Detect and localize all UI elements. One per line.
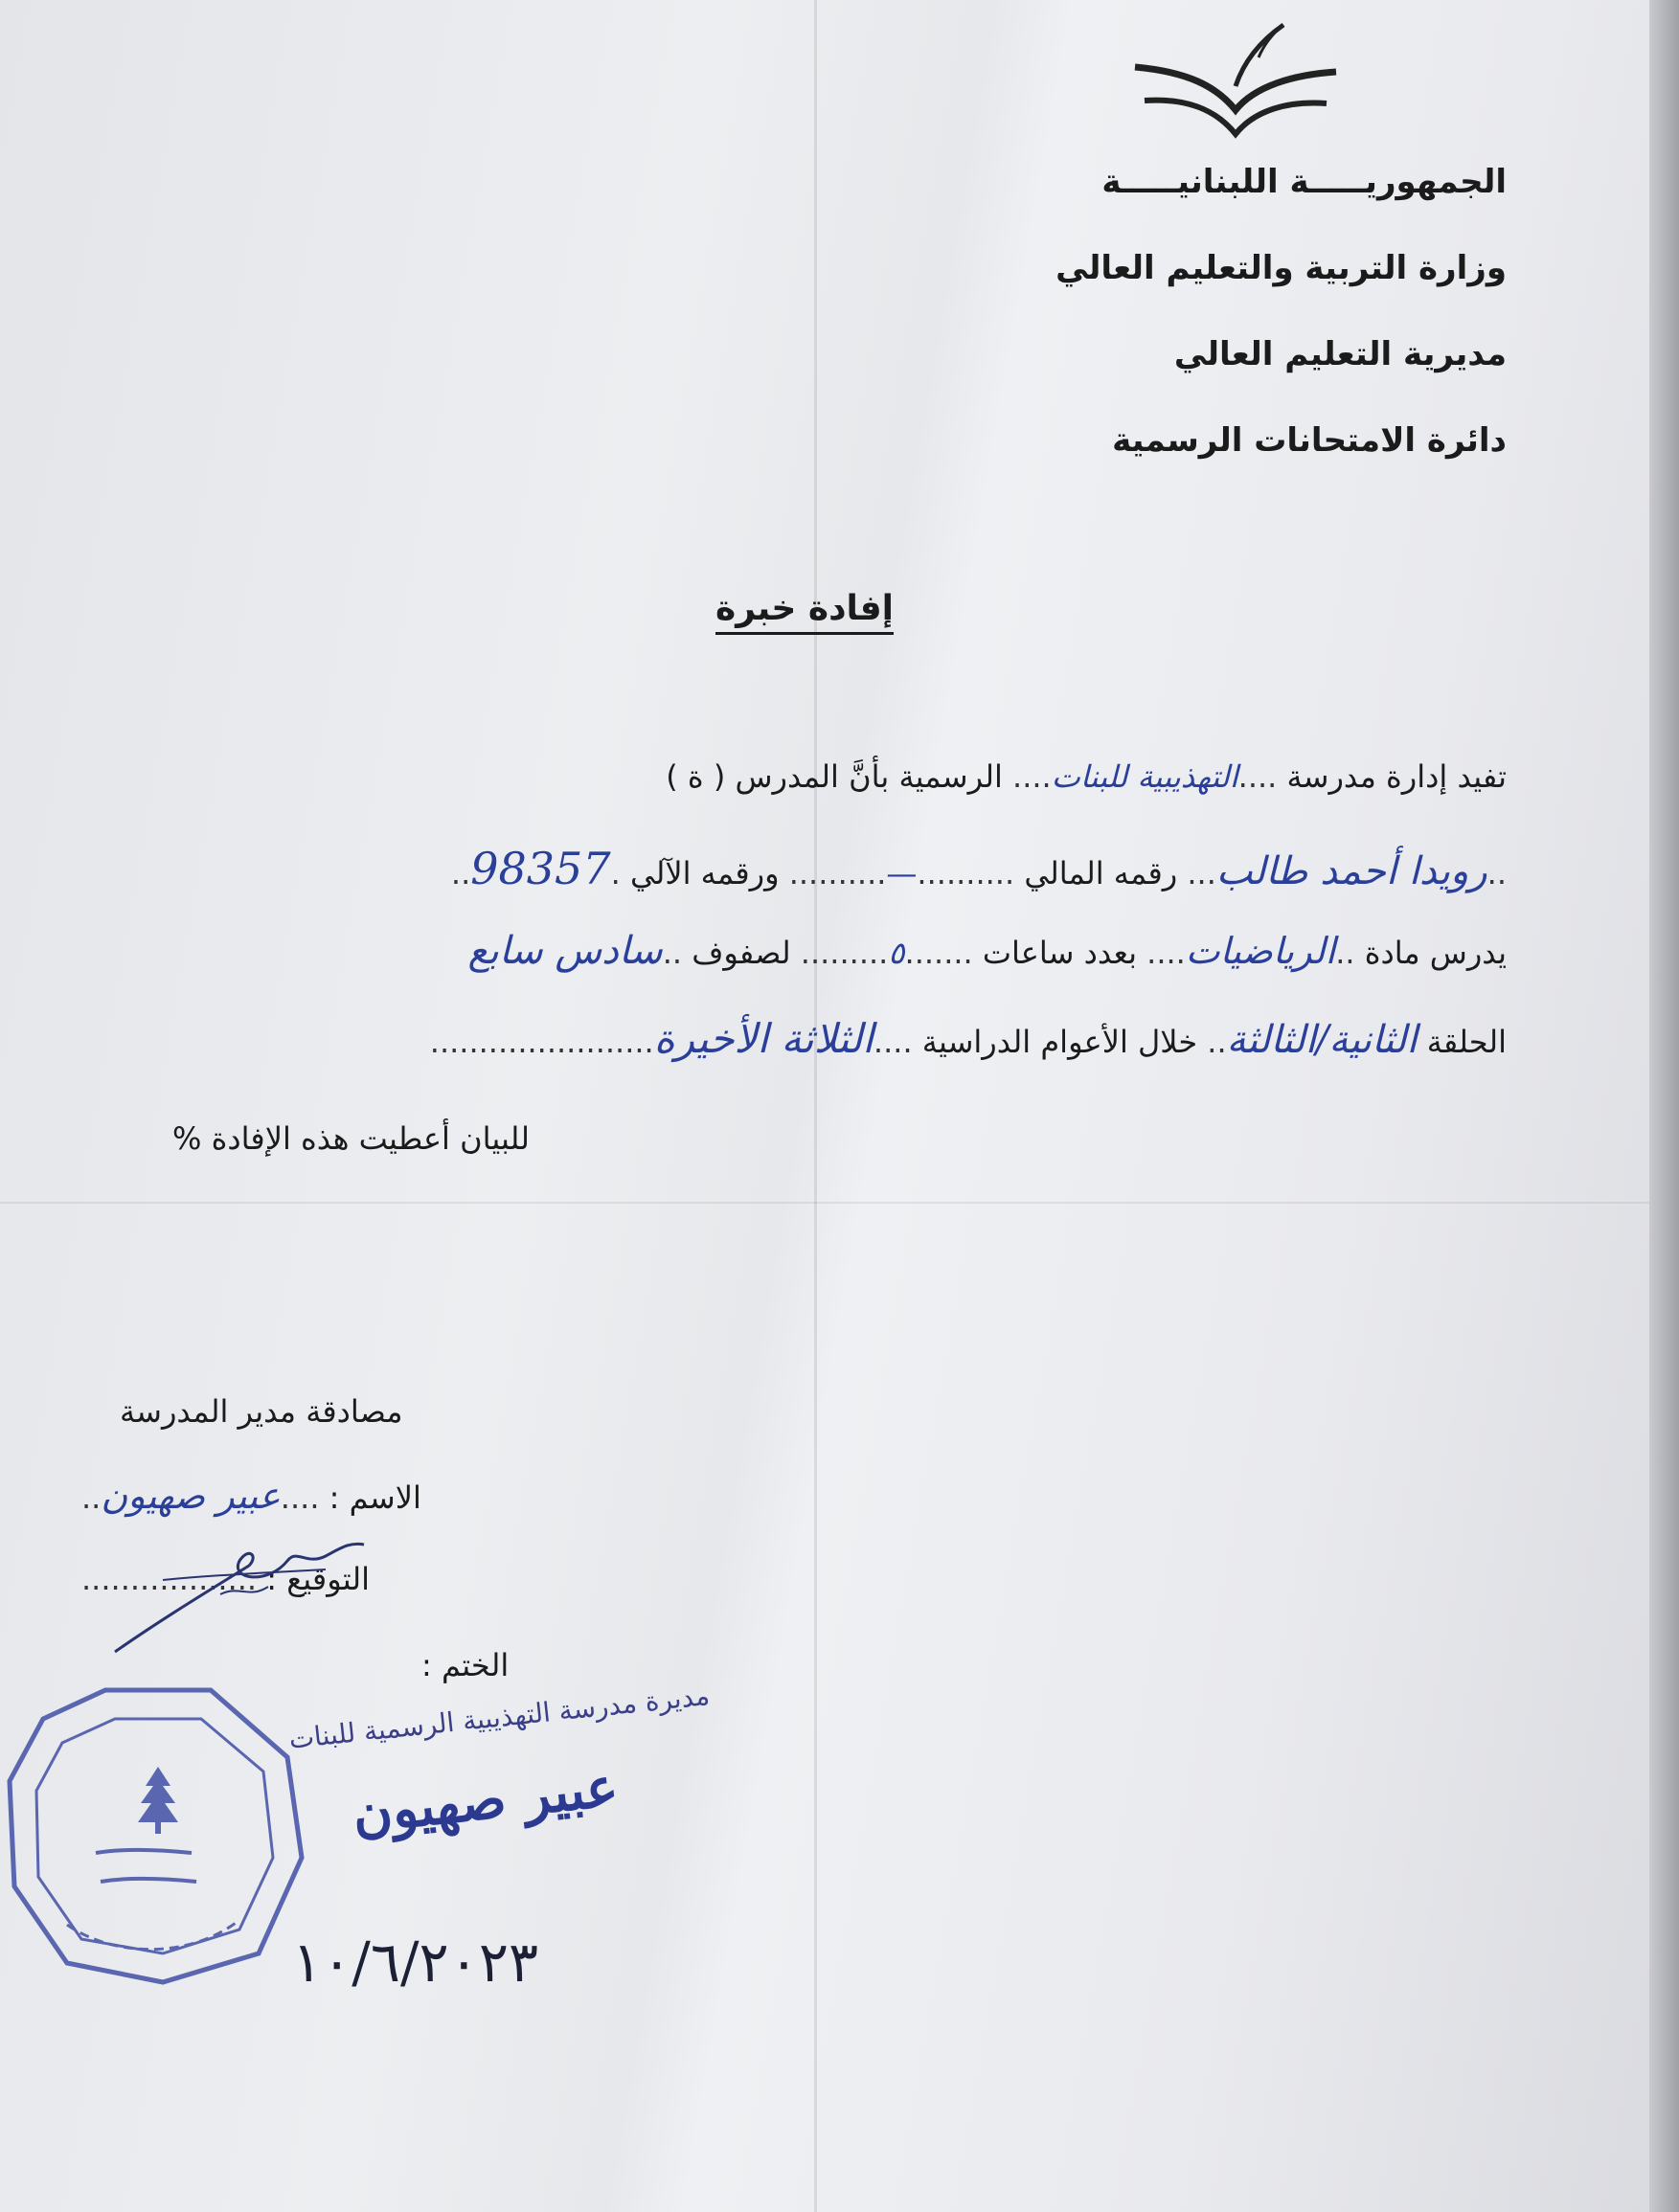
document-title: إفادة خبرة	[0, 589, 1609, 628]
principal-stamp-title: مديرة مدرسة التهذيبية الرسمية للبنات	[287, 1679, 712, 1755]
name-row: الاسم : ....عبير صهيون..	[81, 1475, 421, 1517]
hours-handwritten: ٥	[888, 935, 905, 971]
school-name-handwritten: التهذيبية للبنات	[1051, 758, 1238, 795]
financial-number-handwritten: —	[886, 855, 918, 892]
body-line-2: ..رويدا أحمد طالب... رقمه المالي ..........—.......... ورقمه الآلي .98357..	[450, 843, 1507, 894]
grades-handwritten: سادس سابع	[467, 929, 663, 973]
body-line-4: الحلقة الثانية/الثالثة.. خلال الأعوام الدراسية ....الثلاثة الأخيرة.......................	[429, 1015, 1507, 1062]
header-department: دائرة الامتحانات الرسمية	[1112, 421, 1507, 460]
book-quill-logo	[1130, 19, 1341, 153]
years-handwritten: الثلاثة الأخيرة	[653, 1015, 874, 1062]
school-seal-stamp	[0, 1676, 316, 1992]
subject-handwritten: الرياضيات	[1185, 930, 1336, 972]
paper-fold-horizontal	[0, 1202, 1679, 1204]
certification-label: مصادقة مدير المدرسة	[120, 1393, 403, 1430]
header-republic: الجمهوريـــــة اللبنانيـــــة	[1101, 163, 1507, 201]
handwritten-date: ١٠/٦/٢٠٢٣	[292, 1930, 539, 1995]
auto-number-handwritten: 98357	[470, 843, 611, 894]
principal-stamp-name: عبير صهيون	[350, 1754, 622, 1846]
teacher-name-handwritten: رويدا أحمد طالب	[1215, 849, 1487, 893]
body-line-3: يدرس مادة ..الرياضيات.... بعدد ساعات .......٥......... لصفوف ..سادس سابع	[467, 929, 1507, 973]
closing-line: للبيان أعطيت هذه الإفادة %	[172, 1120, 530, 1157]
page-edge-shadow	[1649, 0, 1679, 2212]
paper-fold-vertical	[814, 0, 817, 2212]
handwritten-signature	[105, 1527, 393, 1661]
header-ministry: وزارة التربية والتعليم العالي	[1055, 249, 1507, 287]
signature-row: التوقيع : ..................	[81, 1561, 371, 1597]
principal-name-handwritten: عبير صهيون	[101, 1475, 281, 1517]
seal-row: الختم :	[421, 1647, 510, 1683]
body-line-1: تفيد إدارة مدرسة ....التهذيبية للبنات.... الرسمية بأنَّ المدرس ( ة )	[666, 758, 1507, 795]
header-directorate: مديرية التعليم العالي	[1173, 335, 1507, 373]
cycle-handwritten: الثانية/الثالثة	[1226, 1018, 1418, 1062]
